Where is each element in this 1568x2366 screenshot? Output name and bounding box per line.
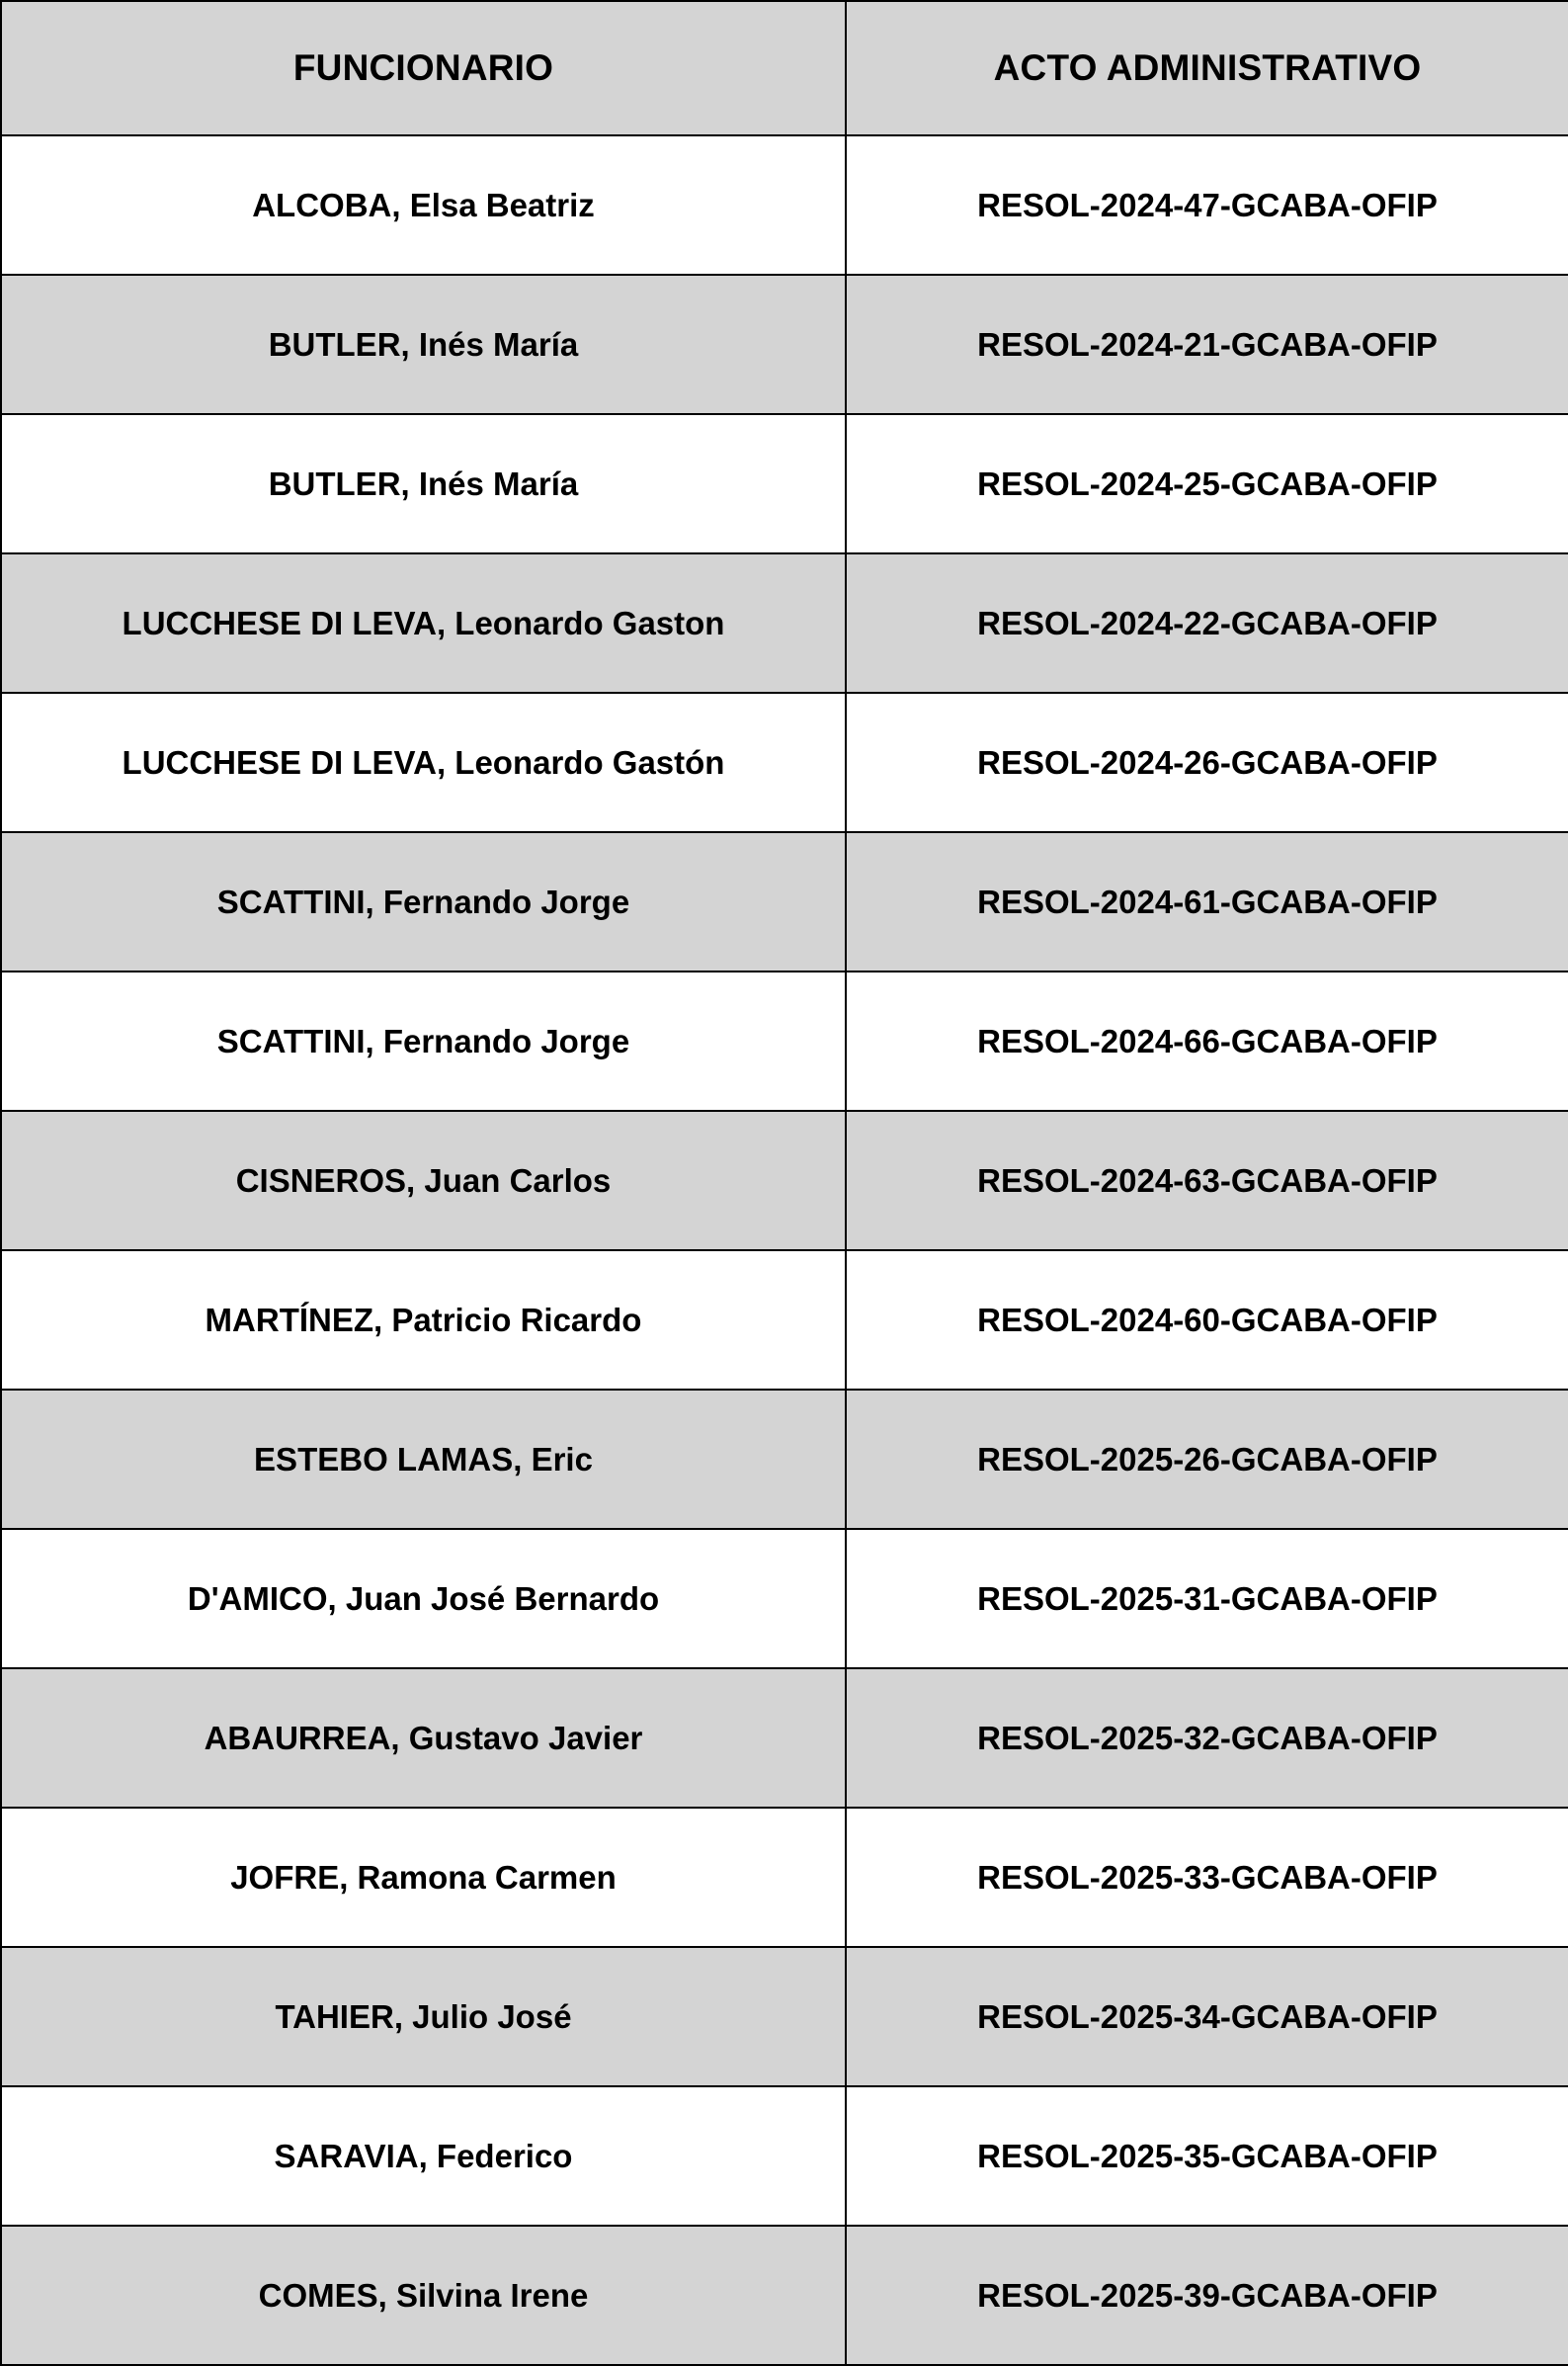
cell-funcionario: SCATTINI, Fernando Jorge [1, 832, 846, 972]
cell-funcionario: D'AMICO, Juan José Bernardo [1, 1529, 846, 1668]
table-row [1, 972, 1568, 1111]
table-row [1, 832, 1568, 972]
cell-funcionario: SARAVIA, Federico [1, 2086, 846, 2226]
table-body [1, 135, 1568, 2365]
table-row [1, 553, 1568, 693]
table-row [1, 1808, 1568, 1947]
table-row [1, 1111, 1568, 1250]
cell-acto-administrativo: RESOL-2024-22-GCABA-OFIP [846, 553, 1568, 693]
cell-acto-administrativo: RESOL-2025-39-GCABA-OFIP [846, 2226, 1568, 2365]
cell-acto-administrativo: RESOL-2024-47-GCABA-OFIP [846, 135, 1568, 275]
cell-funcionario: CISNEROS, Juan Carlos [1, 1111, 846, 1250]
cell-acto-administrativo: RESOL-2024-21-GCABA-OFIP [846, 275, 1568, 414]
cell-funcionario: COMES, Silvina Irene [1, 2226, 846, 2365]
table-row [1, 2086, 1568, 2226]
table-header-row [1, 1, 1568, 135]
table-row [1, 1250, 1568, 1390]
cell-funcionario: ALCOBA, Elsa Beatriz [1, 135, 846, 275]
table-row [1, 275, 1568, 414]
table-row [1, 414, 1568, 553]
cell-acto-administrativo: RESOL-2025-34-GCABA-OFIP [846, 1947, 1568, 2086]
cell-acto-administrativo: RESOL-2025-32-GCABA-OFIP [846, 1668, 1568, 1808]
column-header-funcionario: FUNCIONARIO [1, 1, 846, 135]
cell-acto-administrativo: RESOL-2024-26-GCABA-OFIP [846, 693, 1568, 832]
table-row [1, 1529, 1568, 1668]
cell-funcionario: LUCCHESE DI LEVA, Leonardo Gastón [1, 693, 846, 832]
cell-acto-administrativo: RESOL-2024-60-GCABA-OFIP [846, 1250, 1568, 1390]
table-row [1, 1390, 1568, 1529]
cell-funcionario: BUTLER, Inés María [1, 275, 846, 414]
table-row [1, 1668, 1568, 1808]
cell-funcionario: JOFRE, Ramona Carmen [1, 1808, 846, 1947]
cell-funcionario: ABAURREA, Gustavo Javier [1, 1668, 846, 1808]
cell-funcionario: TAHIER, Julio José [1, 1947, 846, 2086]
table-header [1, 1, 1568, 135]
cell-funcionario: ESTEBO LAMAS, Eric [1, 1390, 846, 1529]
cell-acto-administrativo: RESOL-2025-26-GCABA-OFIP [846, 1390, 1568, 1529]
cell-funcionario: BUTLER, Inés María [1, 414, 846, 553]
cell-acto-administrativo: RESOL-2025-35-GCABA-OFIP [846, 2086, 1568, 2226]
table-row [1, 2226, 1568, 2365]
cell-funcionario: MARTÍNEZ, Patricio Ricardo [1, 1250, 846, 1390]
table-row [1, 1947, 1568, 2086]
cell-funcionario: LUCCHESE DI LEVA, Leonardo Gaston [1, 553, 846, 693]
cell-acto-administrativo: RESOL-2024-25-GCABA-OFIP [846, 414, 1568, 553]
cell-acto-administrativo: RESOL-2025-31-GCABA-OFIP [846, 1529, 1568, 1668]
cell-acto-administrativo: RESOL-2025-33-GCABA-OFIP [846, 1808, 1568, 1947]
cell-funcionario: SCATTINI, Fernando Jorge [1, 972, 846, 1111]
table-row [1, 135, 1568, 275]
table-row [1, 693, 1568, 832]
column-header-acto-administrativo: ACTO ADMINISTRATIVO [846, 1, 1568, 135]
cell-acto-administrativo: RESOL-2024-66-GCABA-OFIP [846, 972, 1568, 1111]
cell-acto-administrativo: RESOL-2024-63-GCABA-OFIP [846, 1111, 1568, 1250]
cell-acto-administrativo: RESOL-2024-61-GCABA-OFIP [846, 832, 1568, 972]
